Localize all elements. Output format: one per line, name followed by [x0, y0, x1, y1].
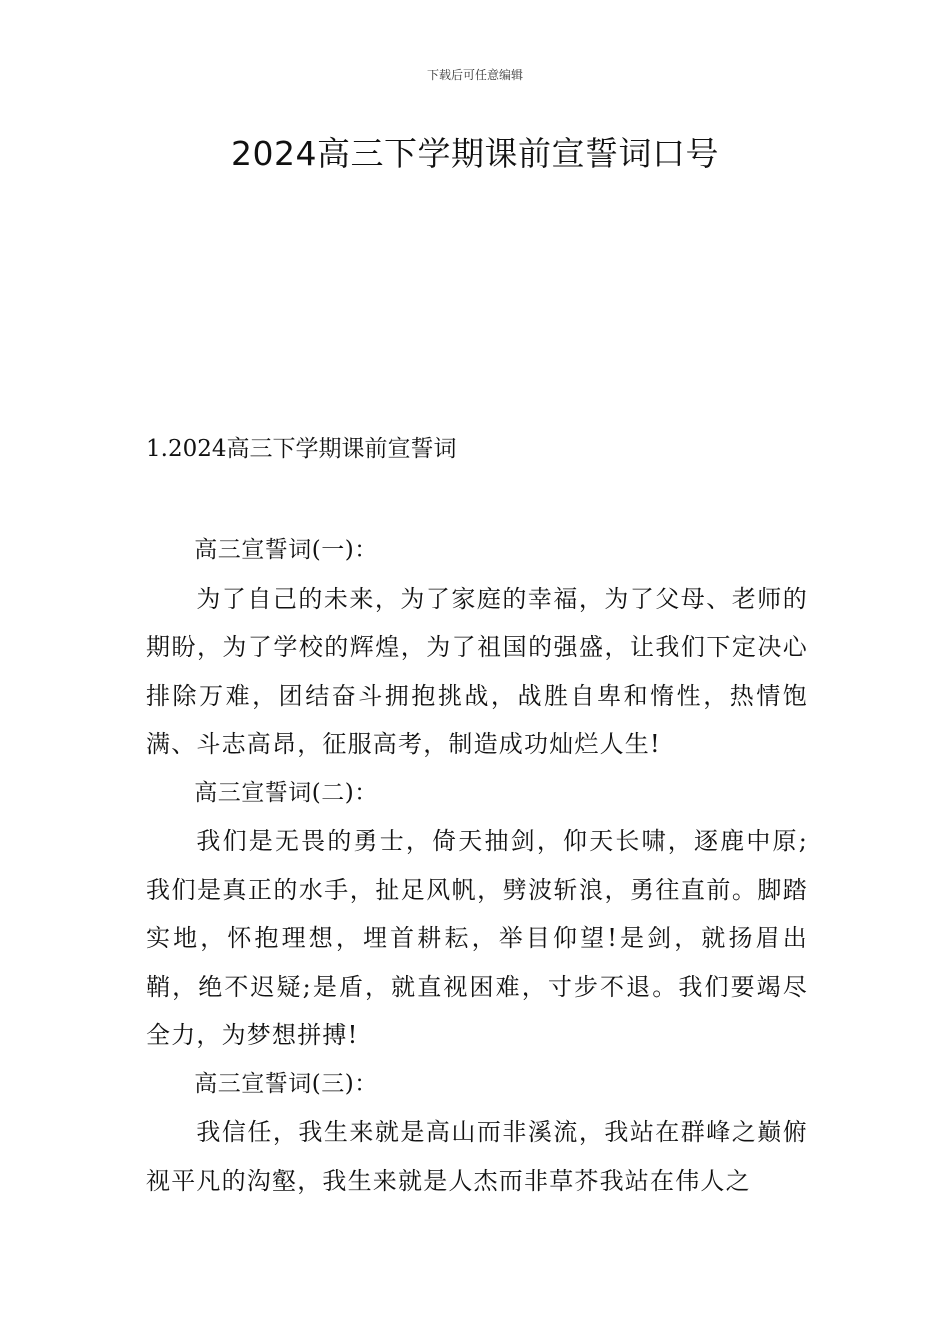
- oath-1-heading: 高三宣誓词(一)：: [194, 537, 378, 563]
- oath-3-heading: 高三宣誓词(三)：: [194, 1070, 378, 1097]
- section-heading: 1.2024高三下学期课前宣誓词: [146, 436, 457, 462]
- oath-1-text: 为了自己的未来，为了家庭的幸福，为了父母、老师的期盼，为了学校的辉煌，为了祖国的强盛，让我们下定决心排除万难，团结奋斗拥抱挑战，战胜自卑和惰性，热情饱满、斗志高昂，征服高考，制造成功灿烂人生!: [146, 584, 808, 758]
- oath-3-text: 我信任，我生来就是高山而非溪流，我站在群峰之巅俯视平凡的沟壑，我生来就是人杰而非草芥我站在伟人之: [146, 1118, 808, 1195]
- header-note: 下载后可任意编辑: [426, 68, 523, 82]
- document-title: 2024高三下学期课前宣誓词口号: [231, 134, 719, 173]
- document-body: [146, 526, 808, 1205]
- oath-2-heading: 高三宣誓词(二)：: [194, 779, 378, 806]
- oath-2-text: 我们是无畏的勇士，倚天抽剑，仰天长啸，逐鹿中原;我们是真正的水手，扯足风帆，劈波斩浪，勇往直前。脚踏实地，怀抱理想，埋首耕耘，举目仰望!是剑，就扬眉出鞘，绝不迟疑;是盾，就直视困难，寸步不退。我们要竭尽全力，为梦想拼搏!: [146, 827, 808, 1049]
